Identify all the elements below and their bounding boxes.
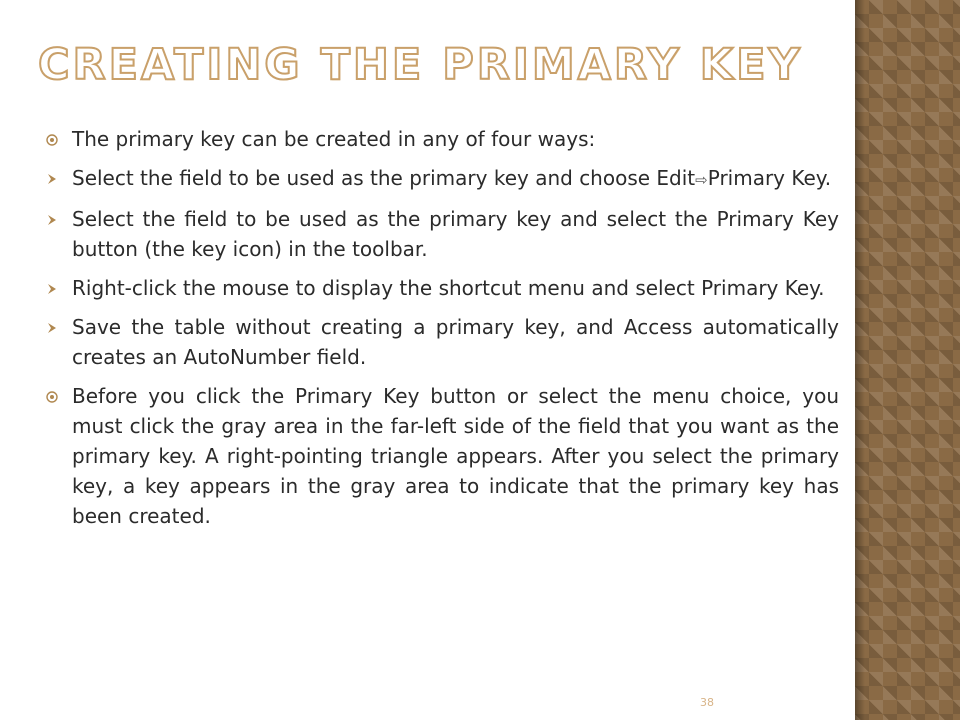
bullet-text: Primary Key. <box>707 166 832 190</box>
bullet-text: Save the table without creating a primary key, and Access automatically creates an AutoNumber field. <box>72 315 839 369</box>
bullet-text: Select the field to be used as the primary key and select the Primary Key button (the key icon) in the toolbar. <box>72 207 839 261</box>
menu-arrow-icon: ⇨ <box>695 171 708 189</box>
arrow-bullet-icon <box>46 283 58 295</box>
circle-bullet-icon <box>46 134 58 146</box>
bullet-item <box>44 312 839 372</box>
decorative-side-panel <box>855 0 960 720</box>
bullet-list <box>44 124 839 540</box>
bullet-text: Select the field to be used as the primary key and choose Edit <box>72 166 696 190</box>
bullet-text: Before you click the Primary Key button or select the menu choice, you must click the gray area in the far-left side of the field that you want as the primary key. A right-pointing triangle appears. After you select the primary key, a key appears in the gray area to indicate that the primary key has been created. <box>72 384 839 528</box>
bullet-item <box>44 124 839 154</box>
bullet-item <box>44 163 839 195</box>
arrow-bullet-icon <box>46 214 58 226</box>
page-number: 38 <box>700 696 714 709</box>
bullet-item <box>44 273 839 303</box>
arrow-bullet-icon <box>46 173 58 185</box>
slide-title: CREATING THE PRIMARY KEY <box>38 40 803 90</box>
bullet-item <box>44 381 839 531</box>
bullet-text: The primary key can be created in any of four ways: <box>72 127 596 151</box>
circle-bullet-icon <box>46 391 58 403</box>
arrow-bullet-icon <box>46 322 58 334</box>
bullet-item <box>44 204 839 264</box>
bullet-text: Right-click the mouse to display the shortcut menu and select Primary Key. <box>72 276 825 300</box>
